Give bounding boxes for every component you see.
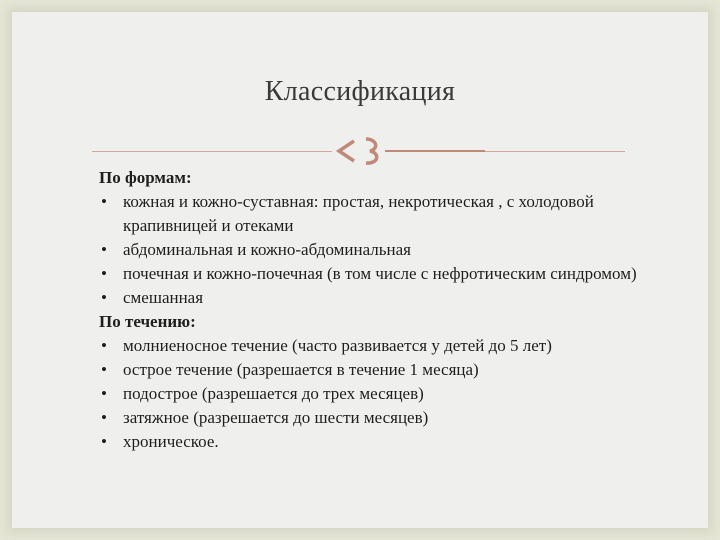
bullet-icon: • [101, 288, 107, 307]
list-item: • острое течение (разрешается в течение 1 месяца) [99, 358, 659, 382]
list-item: • молниеносное течение (часто развивается у детей до 5 лет) [99, 334, 659, 358]
list-item: • хроническое. [99, 430, 659, 454]
list-item: • смешанная [99, 286, 659, 310]
title-ornament-icon [334, 136, 390, 166]
slide-title: Классификация [264, 76, 456, 107]
bullet-icon: • [101, 192, 107, 211]
forms-list [99, 190, 659, 310]
title-divider-left [92, 151, 332, 152]
bullet-icon: • [101, 264, 107, 283]
bullet-icon: • [101, 408, 107, 427]
content-body [99, 166, 659, 454]
list-item: • почечная и кожно-почечная (в том числе с нефротическим синдромом) [99, 262, 659, 286]
list-item: • кожная и кожно-суставная: простая, некротическая , с холодовой крапивницей и отеками [101, 192, 594, 235]
list-item: • абдоминальная и кожно-абдоминальная [99, 238, 659, 262]
course-list [99, 334, 659, 454]
section-heading-forms: По формам: [99, 168, 192, 187]
bullet-icon: • [101, 384, 107, 403]
bullet-icon: • [101, 432, 107, 451]
list-item: • затяжное (разрешается до шести месяцев) [99, 406, 659, 430]
list-item: • подострое (разрешается до трех месяцев) [99, 382, 659, 406]
bullet-icon: • [101, 336, 107, 355]
section-heading-course: По течению: [99, 312, 196, 331]
bullet-icon: • [101, 240, 107, 259]
title-divider-accent [385, 150, 485, 152]
bullet-icon: • [101, 360, 107, 379]
